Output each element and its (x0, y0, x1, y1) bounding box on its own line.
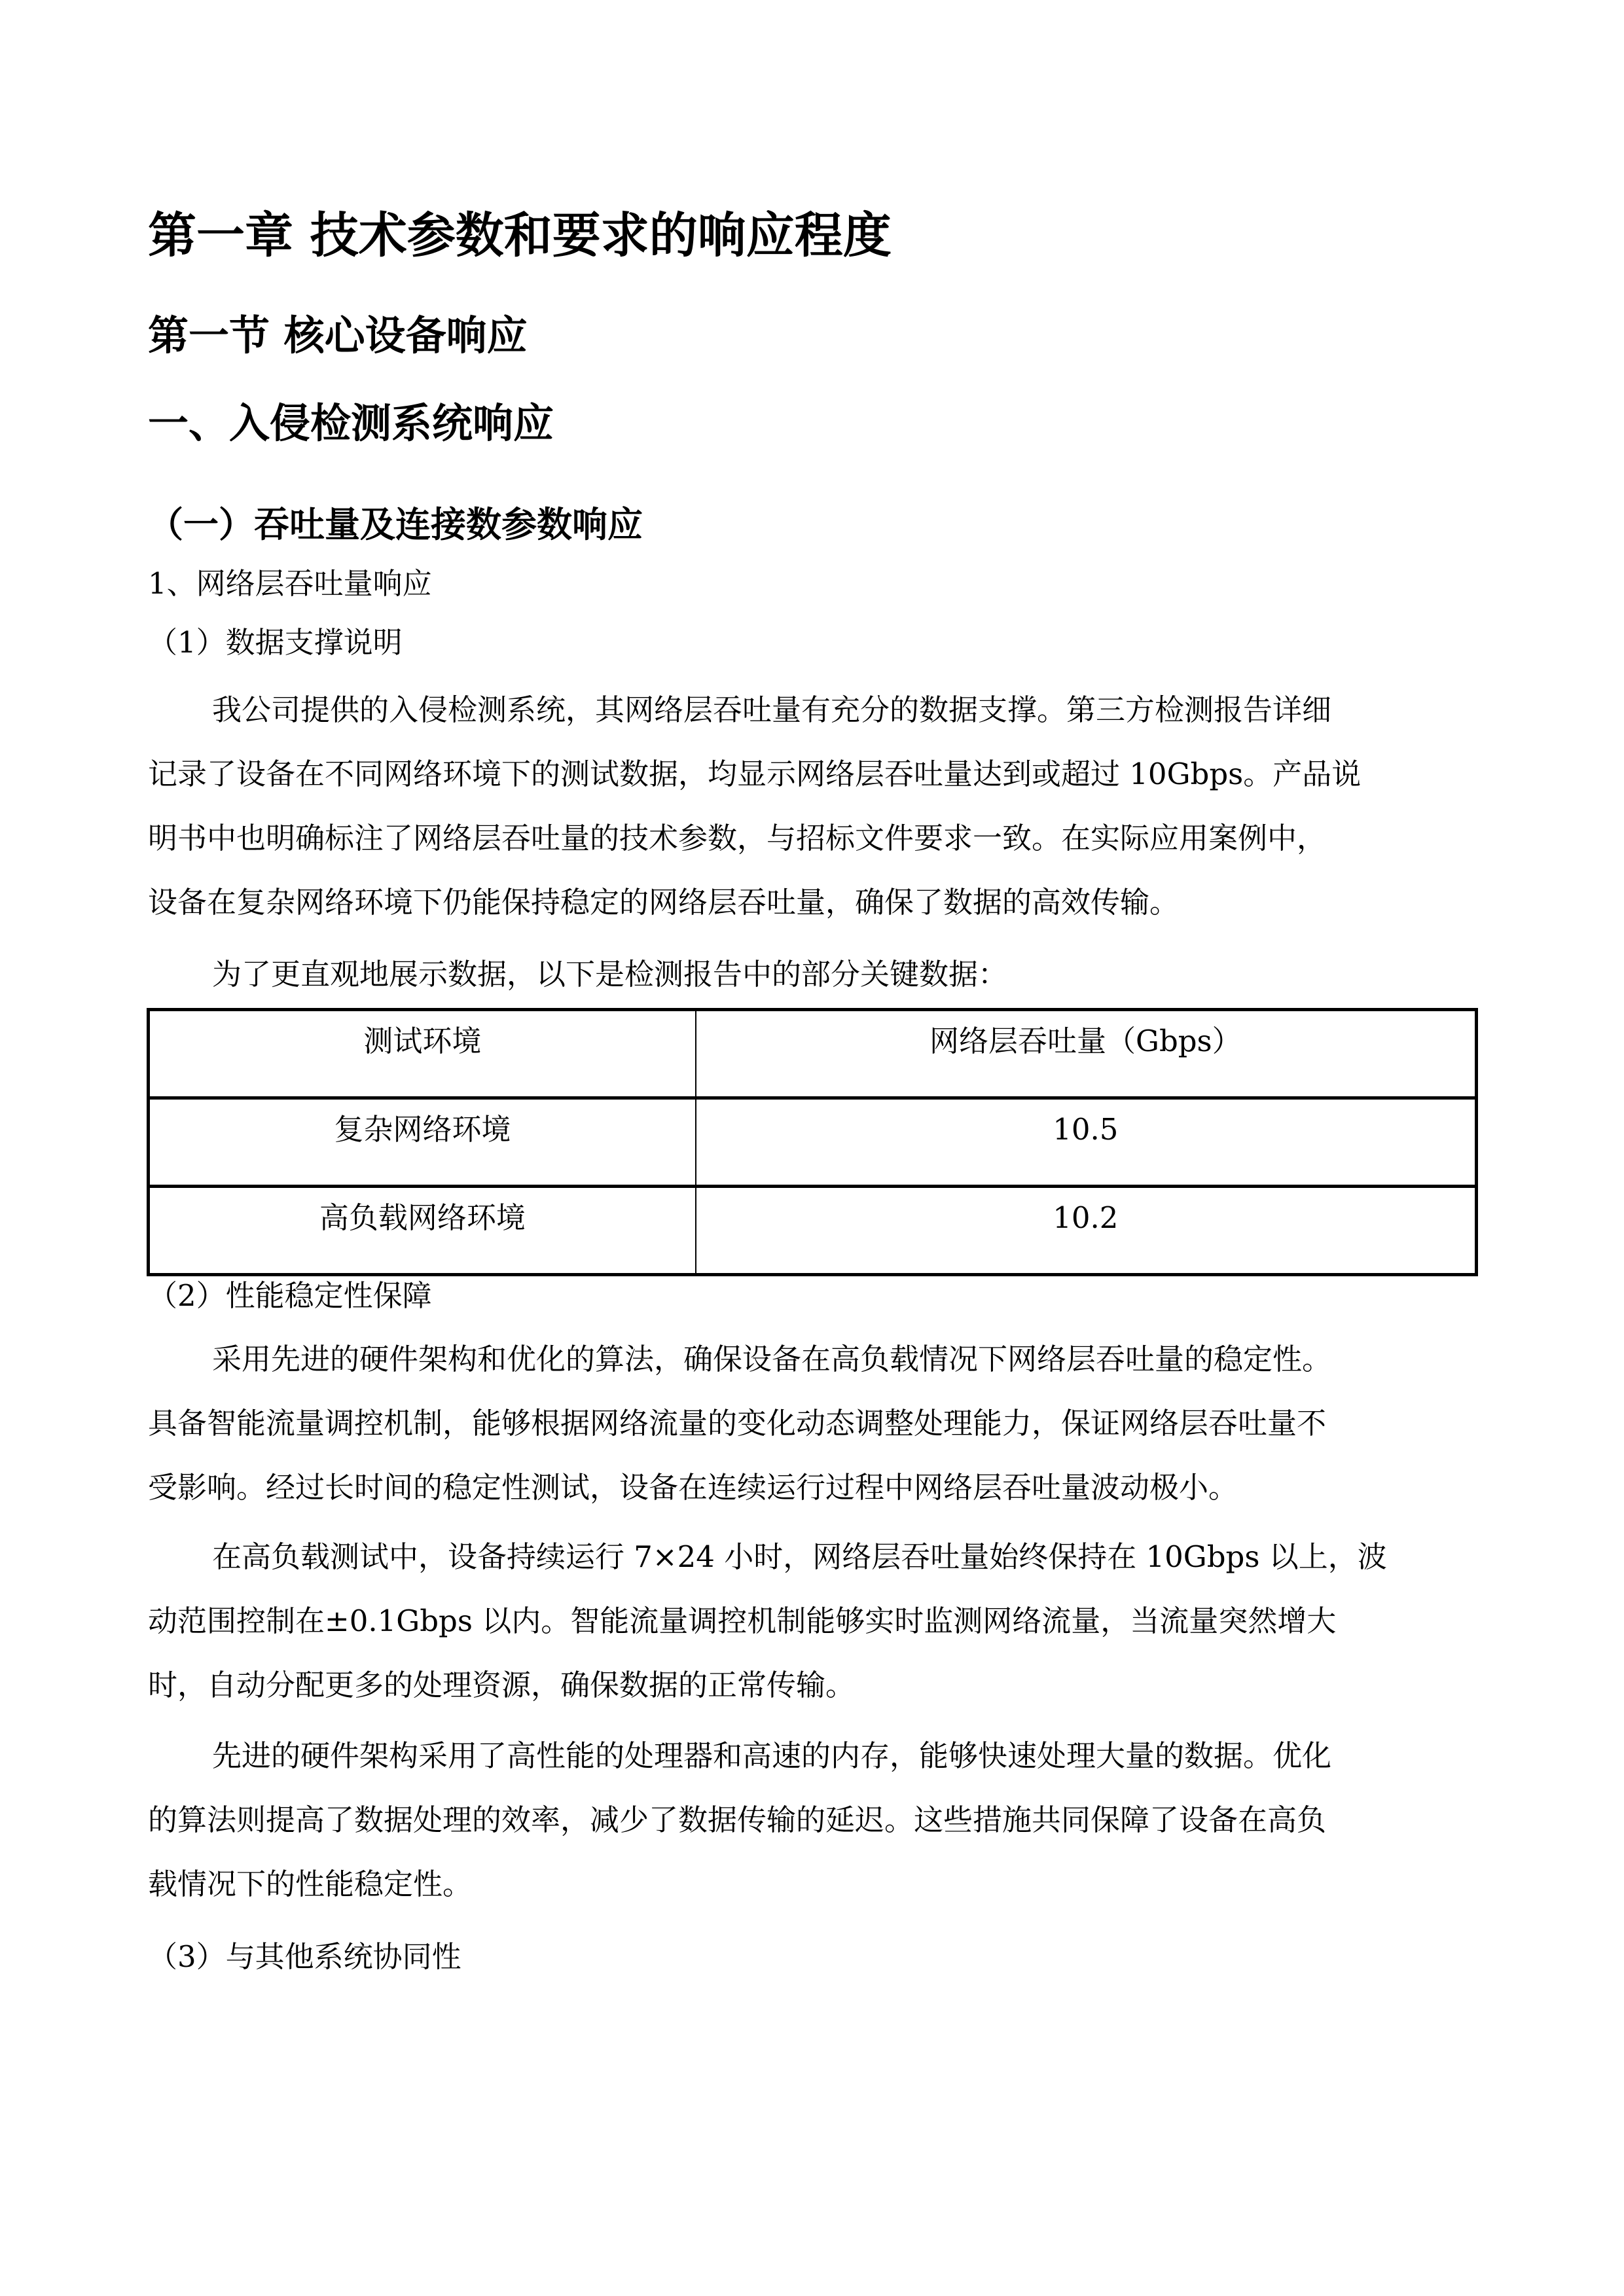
table-intro (148, 942, 1478, 1007)
table-cell: 高负载网络环境 (149, 1187, 696, 1275)
chapter-title: 第一章 技术参数和要求的响应程度 (148, 207, 892, 264)
paragraph-line: 的算法则提高了数据处理的效率，减少了数据传输的延迟。这些措施共同保障了设备在高负 (148, 1803, 1327, 1837)
point3-title: （3）与其他系统协同性 (148, 1939, 461, 1974)
table-header-cell: 网络层吞吐量（Gbps） (696, 1010, 1477, 1098)
point2-title: （2）性能稳定性保障 (148, 1278, 432, 1313)
subsection-title: 一、入侵检测系统响应 (148, 399, 554, 447)
paragraph-line: 记录了设备在不同网络环境下的测试数据，均显示网络层吞吐量达到或超过 10Gbps。产品说 (148, 757, 1362, 791)
paragraph-line: 我公司提供的入侵检测系统，其网络层吞吐量有充分的数据支撑。第三方检测报告详细 (212, 692, 1332, 727)
table-row (149, 1187, 1477, 1275)
table-header-cell: 测试环境 (149, 1010, 696, 1098)
section-title: 第一节 核心设备响应 (148, 312, 528, 359)
point1-title: （1）数据支撑说明 (148, 625, 403, 660)
table-cell: 复杂网络环境 (149, 1098, 696, 1187)
table-row (149, 1098, 1477, 1187)
paragraph-line: 先进的硬件架构采用了高性能的处理器和高速的内存，能够快速处理大量的数据。优化 (212, 1738, 1332, 1773)
point1-paragraph (148, 678, 1478, 935)
subsubsection-title: （一）吞吐量及连接数参数响应 (148, 503, 643, 545)
paragraph-line: 具备智能流量调控机制，能够根据网络流量的变化动态调整处理能力，保证网络层吞吐量不 (148, 1406, 1327, 1441)
table-header-row (149, 1010, 1477, 1098)
table-cell: 10.5 (696, 1098, 1477, 1187)
point2-paragraph-3 (148, 1724, 1478, 1916)
paragraph-line: 动范围控制在±0.1Gbps 以内。智能流量调控机制能够实时监测网络流量，当流量突然增大 (148, 1604, 1337, 1638)
paragraph-line: 载情况下的性能稳定性。 (148, 1867, 473, 1901)
point2-paragraph-1 (148, 1327, 1478, 1520)
item-title: 1、网络层吞吐量响应 (148, 566, 432, 601)
paragraph-line: 采用先进的硬件架构和优化的算法，确保设备在高负载情况下网络层吞吐量的稳定性。 (212, 1342, 1332, 1376)
point2-paragraph-2 (148, 1525, 1478, 1717)
paragraph-line: 明书中也明确标注了网络层吞吐量的技术参数，与招标文件要求一致。在实际应用案例中， (148, 821, 1327, 855)
paragraph-line: 设备在复杂网络环境下仍能保持稳定的网络层吞吐量，确保了数据的高效传输。 (148, 885, 1180, 920)
table-cell: 10.2 (696, 1187, 1477, 1275)
paragraph-line: 在高负载测试中，设备持续运行 7×24 小时，网络层吞吐量始终保持在 10Gbps 以上，波 (212, 1539, 1387, 1574)
paragraph-line: 为了更直观地展示数据，以下是检测报告中的部分关键数据： (212, 957, 1008, 992)
paragraph-line: 受影响。经过长时间的稳定性测试，设备在连续运行过程中网络层吞吐量波动极小。 (148, 1470, 1238, 1505)
paragraph-line: 时，自动分配更多的处理资源，确保数据的正常传输。 (148, 1668, 856, 1702)
throughput-table (147, 1008, 1478, 1276)
